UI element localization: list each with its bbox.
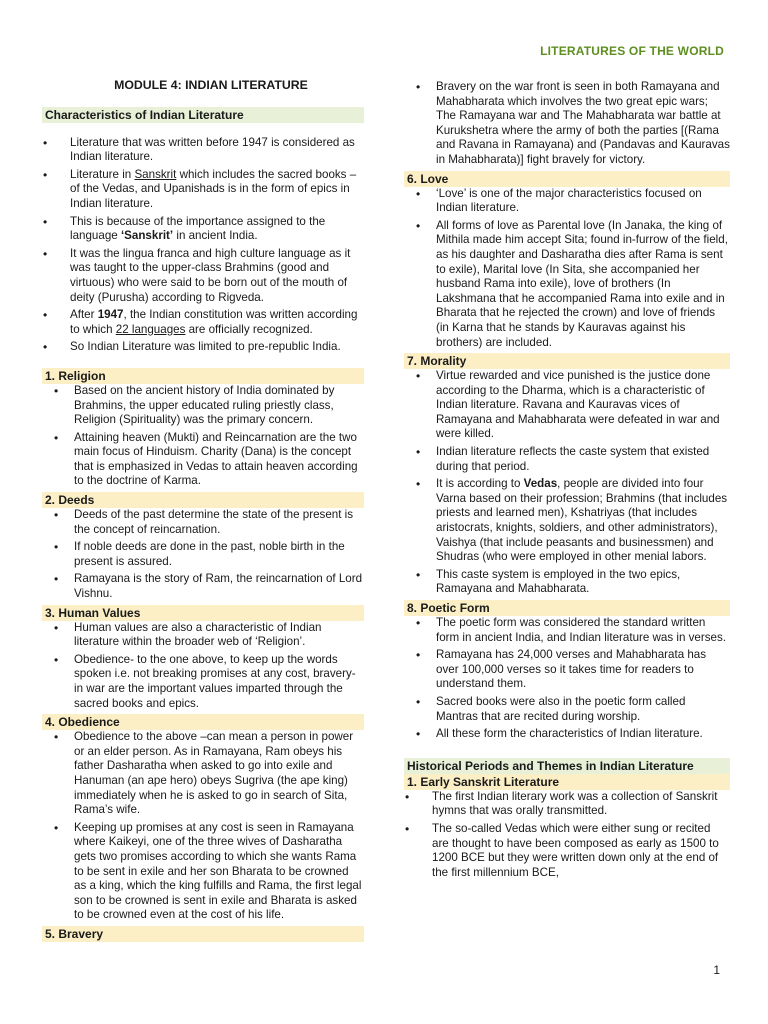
section-heading-bravery: 5. Bravery — [42, 926, 364, 942]
list-item: • Virtue rewarded and vice punished is the justice done according to the Dharma, which is a characteristic of Indian literature. Ravana and Kauravas vices of Ramayana and Mahabharata were defeated in war and were killed. — [404, 369, 730, 442]
list-item: • All forms of love as Parental love (In Janaka, the king of Mithila made him accept Sita; found in-furrow of the field, as his daughter and Dasharatha dies after Rama is sent to exile), Marital love (In Sita, she accompanied her husband Rama into exile), love of brothers (In Lakshmana that he accompanied Rama into exile and in Bharata that he rejected the crown) and love of friends (in Karna that he stands by Kauravas against his brothers) are included. — [404, 219, 730, 350]
text-run: which includes the sacred books – of the Vedas, and Upanishads is in the form of epics in Indian literature. — [70, 167, 357, 210]
obedience-list — [42, 730, 364, 923]
list-item: • Literature that was written before 1947 is considered as Indian literature. — [42, 136, 364, 165]
list-item: • This caste system is employed in the two epics, Ramayana and Mahabharata. — [404, 568, 730, 597]
deeds-list — [42, 508, 364, 602]
list-item: • The so-called Vedas which were either sung or recited are thought to have been composed as early as 1500 to 1200 BCE but they were written down only at the end of the first millennium BCE, — [404, 822, 730, 880]
text-run: It is according to — [436, 477, 524, 491]
sanskrit-underlined: Sanskrit — [134, 167, 177, 181]
text-run: , the Indian constitution was written according to which — [70, 308, 358, 336]
right-column — [404, 80, 730, 883]
section-heading-love: 6. Love — [404, 171, 730, 187]
human-values-list — [42, 621, 364, 712]
list-item: • Ramayana is the story of Ram, the reincarnation of Lord Vishnu. — [42, 572, 364, 601]
list-item — [404, 477, 730, 565]
text-run: in ancient India. — [173, 229, 258, 243]
bravery-list — [404, 80, 730, 168]
list-item: • Bravery on the war front is seen in both Ramayana and Mahabharata which involves the two great epic wars; The Ramayana war and The Mahabharata war battle at Kurukshetra where the army of both the parties [(Rama and Ravana in Ramayana) and (Pandavas and Kauravas in Mahabharata)] fight bravely for victory. — [404, 80, 730, 168]
section-heading-religion: 1. Religion — [42, 368, 364, 384]
list-item: • The poetic form was considered the standard written form in ancient India, and Indian literature was in verses. — [404, 616, 730, 645]
sanskrit-bold: ‘Sanskrit’ — [120, 229, 174, 243]
list-item: • It was the lingua franca and high culture language as it was taught to the upper-class Brahmins (good and virtuous) who were said to be born out of the mouth of deity (Purusha) according to Rigveda. — [42, 247, 364, 305]
list-item: • Sacred books were also in the poetic form called Mantras that are recited during worship. — [404, 695, 730, 724]
poetic-form-list — [404, 616, 730, 742]
list-item: • Obedience to the above –can mean a person in power or an elder person. As in Ramayana, Ram obeys his father Dasharatha when asked to go into exile and Hanuman (an ape hero) obeys Sugriva (the ape king) immediately when he is asked to go in search of Sita, Rama’s wife. — [42, 730, 364, 818]
list-item: • Obedience- to the one above, to keep up the words spoken i.e. not breaking promises at any cost, bravery- in war are the important values imparted through the sacred books and epics. — [42, 653, 364, 711]
list-item: • All these form the characteristics of Indian literature. — [404, 727, 730, 742]
section-heading-obedience: 4. Obedience — [42, 714, 364, 730]
section-heading-early-sanskrit: 1. Early Sanskrit Literature — [404, 774, 730, 790]
running-head: LITERATURES OF THE WORLD — [540, 44, 724, 58]
section-heading-morality: 7. Morality — [404, 353, 730, 369]
list-item: • Indian literature reflects the caste system that existed during that period. — [404, 445, 730, 474]
left-column — [42, 78, 364, 942]
list-item: • Deeds of the past determine the state of the present is the concept of reincarnation. — [42, 508, 364, 537]
list-item: • Keeping up promises at any cost is seen in Ramayana where Kaikeyi, one of the three wives of Dasharatha gets two promises according to which she wants Rama to be sent in exile and her son Bharata to be crowned as a king, which the king fulfills and Rama, the first legal son to be crowned is sent in exile and Bharata is asked to be crowned even at the cost of his life. — [42, 821, 364, 923]
list-item: • The first Indian literary work was a collection of Sanskrit hymns that was orally transmitted. — [404, 790, 730, 819]
year-bold: 1947 — [97, 308, 124, 322]
list-item: • If noble deeds are done in the past, noble birth in the present is assured. — [42, 540, 364, 569]
list-item: • Ramayana has 24,000 verses and Mahabharata has over 100,000 verses so it takes time for readers to understand them. — [404, 648, 730, 692]
list-item: • ‘Love’ is one of the major characteristics focused on Indian literature. — [404, 187, 730, 216]
list-item — [42, 168, 364, 212]
languages-underlined: 22 languages — [115, 322, 186, 336]
page-number: 1 — [713, 963, 720, 977]
list-item — [42, 215, 364, 244]
text-run: This is because of the importance assigned to the language — [70, 214, 326, 243]
list-item — [42, 308, 364, 337]
list-item: • Based on the ancient history of India dominated by Brahmins, the upper educated ruling priestly class, Religion (Spirituality) was the primary concern. — [42, 384, 364, 428]
intro-list — [42, 136, 364, 355]
religion-list — [42, 384, 364, 489]
early-sanskrit-list — [404, 790, 730, 881]
section-heading-human-values: 3. Human Values — [42, 605, 364, 621]
spacer — [404, 745, 730, 758]
section-heading-deeds: 2. Deeds — [42, 492, 364, 508]
characteristics-heading: Characteristics of Indian Literature — [42, 107, 364, 123]
list-item: • Attaining heaven (Mukti) and Reincarnation are the two main focus of Hinduism. Charity (Dana) is the concept that is emphasized in Vedas to attain heaven according to the doctrine of Karma. — [42, 431, 364, 489]
morality-list — [404, 369, 730, 597]
text-run: After — [70, 308, 98, 322]
historical-periods-heading: Historical Periods and Themes in Indian Literature — [404, 758, 730, 774]
module-title: MODULE 4: INDIAN LITERATURE — [114, 78, 308, 92]
list-item: • Human values are also a characteristic of Indian literature within the broader web of ‘Religion’. — [42, 621, 364, 650]
vedas-bold: Vedas — [523, 477, 558, 491]
text-run: are officially recognized. — [185, 322, 313, 336]
section-heading-poetic-form: 8. Poetic Form — [404, 600, 730, 616]
text-run: , people are divided into four Varna based on their profession; Brahmins (that includes priests and learned men), Kshatriyas (that includes aristocrats, knights, soldiers, and other administrators), Vaishya (that include peasants and businessmen) and Shudras (who were employed in other menial labors. — [436, 477, 728, 564]
list-item: • So Indian Literature was limited to pre-republic India. — [42, 340, 364, 355]
text-run: Literature in — [70, 167, 135, 181]
love-list — [404, 187, 730, 351]
